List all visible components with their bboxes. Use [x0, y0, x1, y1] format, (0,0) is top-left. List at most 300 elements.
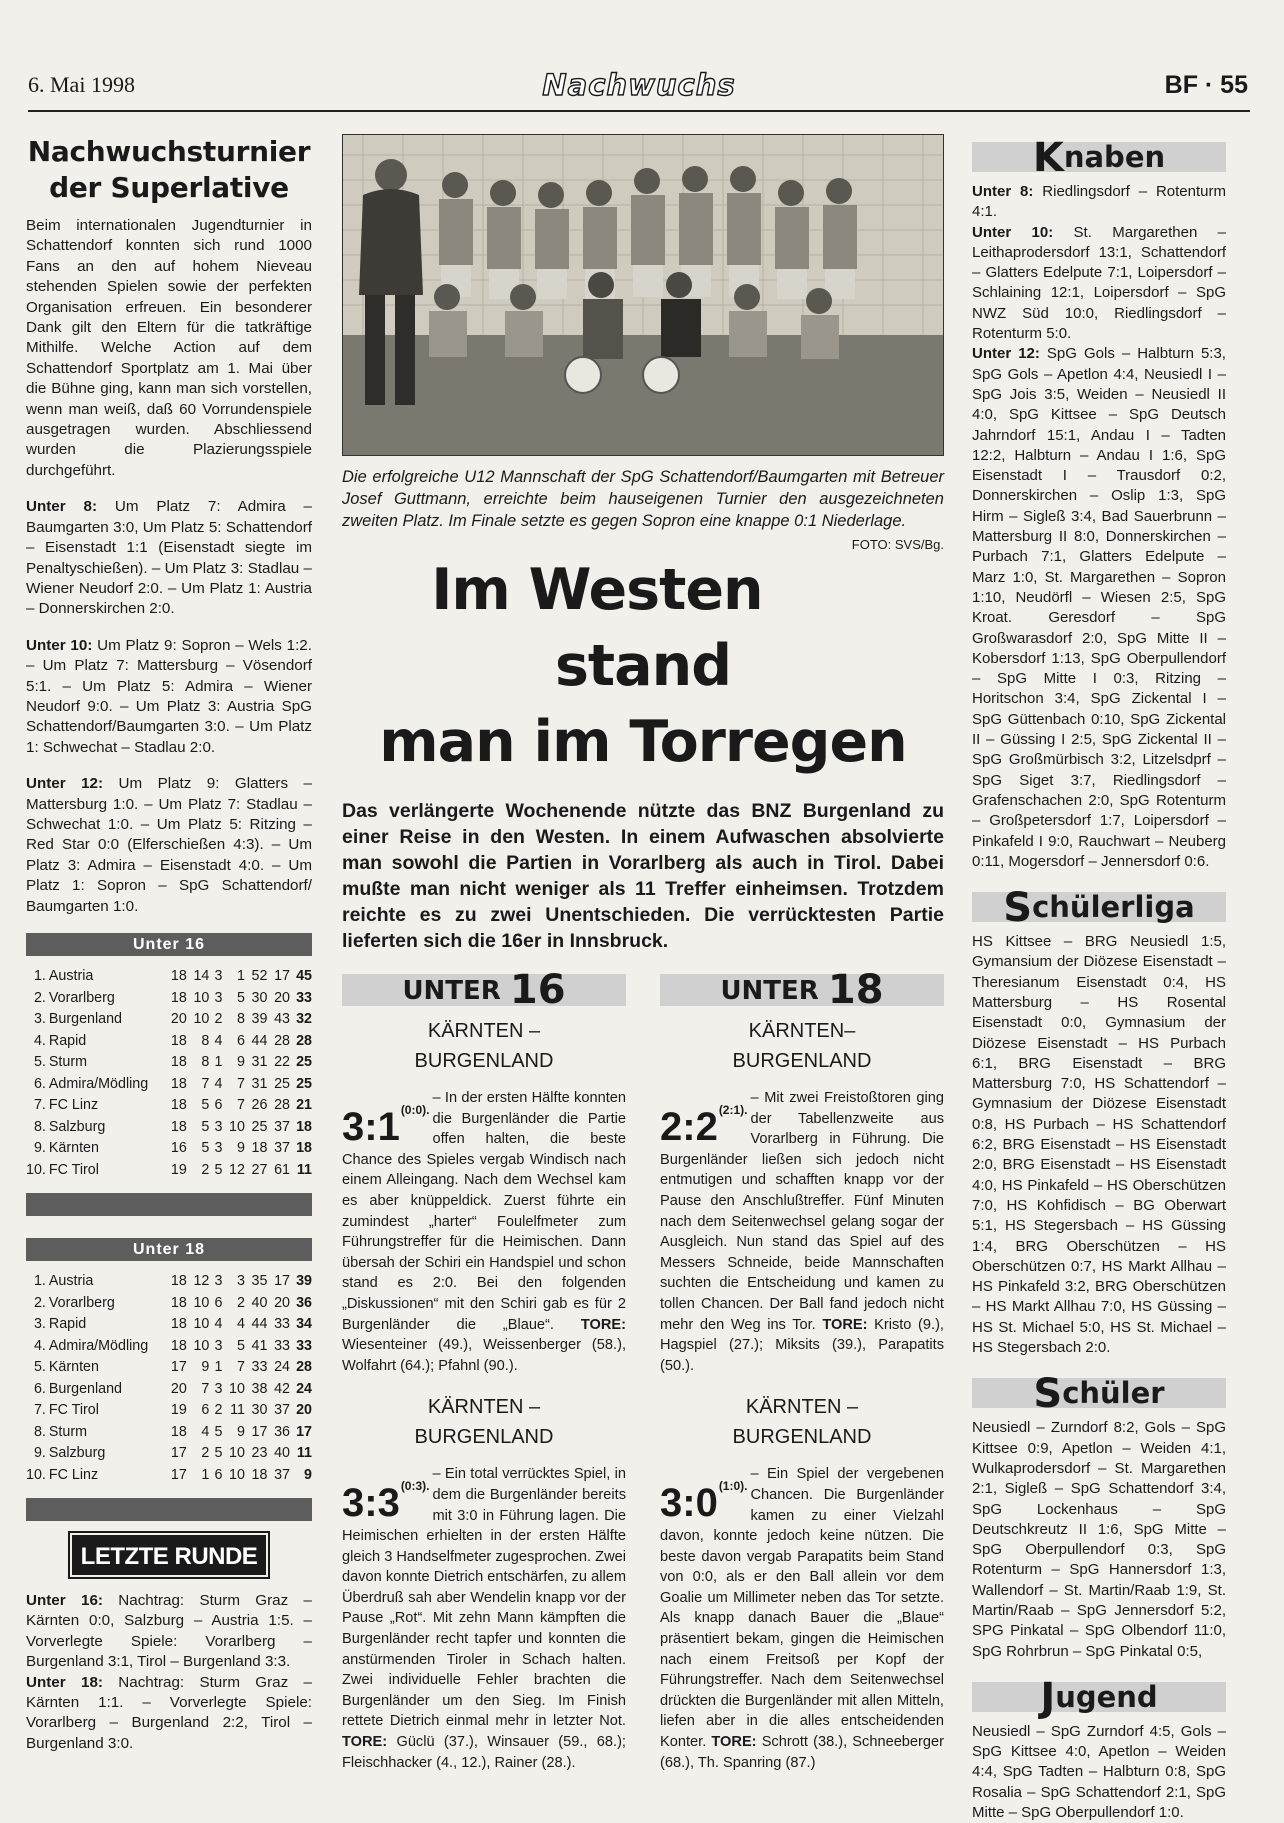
cell-goals-for: 44 — [251, 1316, 268, 1332]
cell-team: Kärnten — [48, 1140, 99, 1156]
standings-u16-table — [26, 966, 312, 1181]
schueler-rest: chüler — [1062, 1376, 1165, 1411]
issue-date: 6. Mai 1998 — [28, 72, 135, 97]
cell-points: 18 — [296, 1140, 312, 1156]
cell-rank: 4. — [33, 1337, 46, 1354]
cell-drawn: 2 — [214, 1011, 223, 1027]
table-row — [26, 1465, 312, 1487]
football-right — [643, 357, 679, 393]
table-row — [26, 1422, 312, 1444]
cell-goals-against: 17 — [274, 1273, 290, 1289]
knaben-u10 — [972, 223, 1226, 345]
u18-match2-heading — [660, 1392, 944, 1452]
cell-points: 21 — [296, 1097, 312, 1113]
u18-m2-tore: Schrott (38.), Schneeberger (68.), Th. Spanring (87.) — [660, 1734, 944, 1771]
text-u8: Um Platz 7: Admira – Baumgarten 3:0, Um Platz 5: Schattendorf – Eisenstadt 1:1 (Eisenstadt siegte im Penaltyschießen). – Um Platz 3: Stadlau – Wiener Neudorf 2:0. – Um Platz 1: Austria – Donnerskirchen 2:0. — [26, 498, 312, 618]
cell-drawn: 4 — [214, 1316, 223, 1332]
cell-goals-against: 24 — [274, 1359, 290, 1375]
section-heading-knaben — [972, 135, 1226, 181]
cell-won: 12 — [193, 1273, 210, 1289]
cell-won: 8 — [201, 1054, 210, 1070]
u16-m2-score-value: 3:3 — [342, 1481, 400, 1526]
cell-goals-for: 30 — [251, 1402, 268, 1418]
standings-u18-title: Unter 18 — [26, 1238, 312, 1261]
cell-won: 2 — [201, 1161, 210, 1178]
cell-goals-for: 52 — [251, 968, 268, 984]
cell-played: 18 — [170, 1097, 187, 1113]
cell-played: 18 — [170, 1032, 187, 1049]
table-row — [26, 1074, 312, 1096]
cell-points: 33 — [296, 1337, 312, 1354]
cell-lost: 5 — [236, 1337, 245, 1354]
section-heading-schuelerliga — [972, 885, 1226, 932]
cell-drawn: 4 — [214, 1032, 223, 1049]
cell-team: Rapid — [48, 1316, 87, 1332]
cell-played: 18 — [170, 989, 187, 1006]
cell-lost: 1 — [236, 968, 245, 984]
u18-m2-tore-label: TORE: — [711, 1734, 757, 1751]
u16-m1-text: – In der ersten Hälfte konnten die Burgenländer die Partie offen halten, die beste Chance des Spieles vergab Windisch nach einem Alleingang. Nach dem Wechsel kam es aber knüppeldick. Zuerst führte ein zumindest „harter“ Foulelfmeter zum Führungstreffer für die Heimischen. Dann übersah der Schiri ein Handspiel und schon stand es 2:0. Bei den folgenden „Diskussionen“ mit den Schiri gab es für 2 Burgenländer die „Blaue“. — [342, 1090, 626, 1333]
cell-team: Burgenland — [48, 1011, 123, 1027]
label-u8: Unter 8: — [26, 498, 98, 516]
cell-played: 18 — [170, 1118, 187, 1135]
u16-m2-line1: KÄRNTEN – — [427, 1396, 541, 1419]
cell-lost: 10 — [229, 1466, 245, 1483]
table-row — [26, 1052, 312, 1074]
u18-m2-text: – Ein Spiel der vergebenen Chancen. Die Burgenländer kamen zu einer Vielzahl davon, konnte jedoch keine nützen. Die beste davon vergab Parapatits beim Stand von 0:0, als er den Ball allein vor dem Goalie um Millimeter neben das Tor setzte. Als knapp danach Bauer die „Blaue“ präsentiert bekam, gingen die Heimischen nach einem Freitsoß per Kopf der Führungstreffer. Nach dem Seitenwechsel drückten die Burgenländer mit allen Mitteln, liefen aber in die alles entscheidenden Konter. — [660, 1466, 944, 1751]
u16-m2-score — [342, 1466, 430, 1526]
u18-m1-score — [660, 1090, 747, 1147]
cell-team: Salzburg — [48, 1118, 106, 1135]
table-row — [26, 1271, 312, 1293]
cell-team: Austria — [48, 968, 94, 984]
cell-team: Sturm — [48, 1423, 88, 1440]
knaben-u10-label: Unter 10: — [972, 223, 1054, 241]
cell-played: 18 — [170, 1423, 187, 1440]
u16-m2-tore-label: TORE: — [342, 1734, 388, 1751]
cell-goals-for: 31 — [251, 1075, 268, 1092]
cell-points: 28 — [296, 1032, 312, 1049]
knaben-rest: naben — [1063, 140, 1166, 174]
cell-goals-for: 35 — [251, 1273, 268, 1289]
cell-played: 17 — [170, 1445, 187, 1461]
cell-rank: 6. — [33, 1380, 46, 1397]
cell-team: Vorarlberg — [48, 1294, 115, 1311]
u16-match2-heading — [342, 1392, 626, 1452]
cell-rank: 4. — [33, 1032, 46, 1049]
table-row — [26, 1031, 312, 1053]
cell-lost: 9 — [236, 1423, 245, 1440]
u16-m1-tore-label: TORE: — [580, 1316, 626, 1333]
cell-won: 6 — [201, 1402, 210, 1418]
cell-rank: 10. — [26, 1161, 46, 1178]
cell-goals-against: 37 — [274, 1140, 290, 1156]
cell-won: 10 — [193, 989, 210, 1006]
cell-won: 5 — [201, 1118, 210, 1135]
u16-column — [342, 967, 626, 1773]
cell-goals-against: 28 — [274, 1032, 290, 1049]
headline-line-1: Im Westen stand — [431, 557, 763, 699]
cell-won: 14 — [193, 968, 210, 984]
u18-m2-halftime: (1:0). — [718, 1479, 748, 1494]
letzte-runde-badge: LETZTE RUNDE — [72, 1535, 266, 1575]
u16-m1-score — [342, 1090, 429, 1147]
schuelerliga-results: HS Kittsee – BRG Neusiedl 1:5, Gymansium der Diözese Eisenstadt – Theresianum Eisenstadt 0:4, HS Mattersburg – HS Rosental Eisenstadt 0:0, Gymnasium der Diözese Eisenstadt – HS Purbach 6:1, BRG Eisenstadt – BRG Mattersburg 7:0, HS Schattendorf – Gymnasium der Diözese Eisenstadt 0:8, HS Purbach – HS Schattendorf 6:2, BRG Eisenstadt – HS Eisenstadt 2:0, BRG Eisenstadt – HS Eisenstadt 4:0, HS Pinkafeld – HS Oberschützen 7:0, HS Kohfidisch – BG Oberwart 5:1, HS Stegersbach – HS Güssing 1:4, BRG Oberschützen – HS Oberschützen 0:7, HS Markt Allhau – HS Pinkafeld 3:2, BRG Oberschützen – HS Markt Allhau 7:0, HS Güssing – HS St. Michael 5:0, HS St. Michael – HS Stegersbach 2:0. — [972, 933, 1226, 1357]
caption-text: Die erfolgreiche U12 Mannschaft der SpG Schattendorf/Baumgarten mit Betreuer Josef Guttmann, erreichte beim hauseigenen Turnier den ausgezeichneten zweiten Platz. Im Finale setzte es gegen Sopron eine knappe 0:1 Niederlage. — [342, 468, 944, 530]
cell-won: 9 — [201, 1359, 210, 1375]
cell-won: 10 — [193, 1316, 210, 1332]
u16-m2-tore: Güclü (37.), Winsauer (59., 68.); Fleischhacker (4., 12.), Rainer (28.). — [342, 1734, 626, 1771]
cell-team: FC Linz — [48, 1466, 99, 1483]
cell-goals-against: 36 — [274, 1423, 290, 1440]
cell-rank: 8. — [33, 1423, 46, 1440]
cell-won: 2 — [201, 1445, 210, 1461]
u18-m2-line2: BURGENLAND — [732, 1426, 872, 1449]
last-round-u16 — [26, 1591, 312, 1673]
cell-won: 8 — [201, 1032, 210, 1049]
cell-points: 20 — [296, 1402, 312, 1418]
cell-points: 36 — [296, 1294, 312, 1311]
table-row — [26, 1357, 312, 1379]
cell-lost: 10 — [229, 1380, 245, 1397]
cell-points: 11 — [296, 1445, 312, 1461]
cell-won: 5 — [201, 1140, 210, 1156]
cell-rank: 2. — [33, 1294, 46, 1311]
text-lr-u18: Nachtrag: Sturm Graz – Kärnten 1:1. – Vorverlegte Spiele: Vorarlberg – Burgenland 2:2, Tirol – Burgenland 3:0. — [26, 1673, 312, 1752]
cell-goals-for: 40 — [251, 1294, 268, 1311]
cell-points: 34 — [296, 1316, 312, 1332]
cell-team: Austria — [48, 1273, 94, 1289]
label-u10: Unter 10: — [26, 636, 93, 654]
cell-goals-against: 37 — [274, 1466, 290, 1483]
cell-points: 33 — [296, 989, 312, 1006]
cell-team: FC Tirol — [48, 1402, 99, 1418]
u16-match2-report — [342, 1464, 626, 1773]
cell-goals-against: 20 — [274, 989, 290, 1006]
cell-lost: 5 — [236, 989, 245, 1006]
u18-column — [660, 967, 944, 1773]
table-row — [26, 1443, 312, 1465]
cell-lost: 3 — [236, 1273, 245, 1289]
standings-u18 — [26, 1238, 312, 1521]
u16-m2-halftime: (0:3). — [400, 1479, 430, 1494]
cell-team: Salzburg — [48, 1445, 106, 1461]
cell-rank: 2. — [33, 989, 46, 1006]
cell-drawn: 3 — [214, 989, 223, 1006]
knaben-u8-label: Unter 8: — [972, 183, 1034, 200]
cell-goals-for: 18 — [251, 1140, 268, 1156]
cell-lost: 4 — [236, 1316, 245, 1332]
table-row — [26, 1314, 312, 1336]
cell-drawn: 2 — [214, 1402, 223, 1418]
headline-line-2: man im Torregen — [379, 709, 907, 775]
u18-m1-tore-label: TORE: — [822, 1316, 868, 1333]
right-column — [972, 135, 1226, 1823]
u16-m1-score-value: 3:1 — [342, 1105, 400, 1149]
table-row — [26, 1117, 312, 1139]
cell-goals-for: 30 — [251, 989, 268, 1006]
section-title: Nachwuchs — [542, 68, 736, 102]
knaben-u10-text: St. Margarethen – Leithaprodersdorf 13:1, Schattendorf – Glatters Edelpute 7:1, Loipersdorf – Schlaining 12:1, Loipersdorf – SpG NWZ Süd 10:0, Riedlingsdorf – Rotenturm 5:0. — [972, 223, 1226, 343]
cell-played: 17 — [170, 1466, 187, 1483]
standings-u16-title: Unter 16 — [26, 933, 312, 956]
cell-team: Sturm — [48, 1054, 88, 1070]
left-column — [26, 134, 312, 1754]
cell-won: 10 — [193, 1011, 210, 1027]
cell-rank: 5. — [33, 1359, 46, 1375]
u18-bar-number: 18 — [827, 967, 884, 1013]
standings-u18-footer-bar — [26, 1498, 312, 1521]
cell-played: 20 — [170, 1011, 187, 1027]
u18-m1-line1: KÄRNTEN– — [748, 1020, 856, 1042]
cell-drawn: 3 — [214, 1118, 223, 1135]
u16-match1-report — [342, 1088, 626, 1376]
cell-goals-against: 61 — [274, 1161, 290, 1178]
team-photo-illustration — [343, 135, 943, 455]
cell-drawn: 6 — [214, 1097, 223, 1113]
cell-points: 24 — [296, 1380, 312, 1397]
cell-drawn: 5 — [214, 1423, 223, 1440]
table-row — [26, 1138, 312, 1160]
article-title-tournament: Nachwuchsturnier der Superlative — [27, 135, 311, 204]
cell-drawn: 3 — [214, 1380, 223, 1397]
cell-lost: 10 — [229, 1445, 245, 1461]
cell-won: 10 — [193, 1294, 210, 1311]
cell-rank: 5. — [33, 1054, 46, 1070]
photo-credit: FOTO: SVS/Bg. — [851, 537, 944, 552]
knaben-u8 — [972, 182, 1226, 223]
results-u12 — [26, 774, 312, 917]
cell-lost: 7 — [236, 1097, 245, 1113]
u16-m1-line2: BURGENLAND — [414, 1050, 554, 1072]
cell-drawn: 3 — [214, 968, 223, 984]
cell-rank: 1. — [33, 968, 46, 984]
cell-goals-for: 39 — [251, 1011, 268, 1027]
label-lr-u18: Unter 18: — [26, 1673, 103, 1691]
cell-points: 45 — [296, 968, 312, 984]
cell-goals-against: 37 — [274, 1402, 290, 1418]
cell-goals-for: 17 — [251, 1423, 268, 1440]
cell-played: 18 — [170, 1273, 187, 1289]
cell-lost: 9 — [236, 1054, 245, 1070]
cell-team: Rapid — [48, 1032, 87, 1049]
table-row — [26, 988, 312, 1010]
u18-m1-halftime: (2:1). — [718, 1103, 748, 1117]
cell-goals-against: 33 — [274, 1337, 290, 1354]
cell-drawn: 1 — [214, 1359, 223, 1375]
results-u10 — [26, 636, 312, 758]
cell-played: 18 — [170, 1337, 187, 1354]
schueler-cap: S — [1033, 1371, 1063, 1418]
cell-goals-for: 38 — [251, 1380, 268, 1397]
cell-rank: 7. — [33, 1097, 46, 1113]
cell-goals-for: 33 — [251, 1359, 268, 1375]
knaben-u12 — [972, 344, 1226, 872]
u16-bar — [342, 967, 626, 1013]
cell-rank: 8. — [33, 1118, 46, 1135]
u18-m1-tore: Kristo (9.), Hagspiel (27.); Miksits (39.), Parapatits (50.). — [660, 1316, 944, 1374]
section-heading-schueler — [972, 1371, 1226, 1418]
knaben-u8-text: Riedlingsdorf – Rotenturm 4:1. — [972, 183, 1226, 221]
cell-team: FC Tirol — [48, 1161, 99, 1178]
standings-u18-table — [26, 1271, 312, 1486]
cell-goals-against: 22 — [274, 1054, 290, 1070]
u18-match1-heading — [660, 1016, 944, 1076]
cell-goals-against: 43 — [274, 1011, 290, 1027]
cell-goals-for: 31 — [251, 1054, 268, 1070]
cell-team: Burgenland — [48, 1380, 123, 1397]
u18-m1-score-value: 2:2 — [660, 1105, 718, 1149]
cell-goals-for: 41 — [251, 1337, 268, 1354]
cell-rank: 10. — [26, 1466, 46, 1483]
text-u12: Um Platz 9: Glatters – Mattersburg 1:0. – Um Platz 7: Stadlau – Schwechat 1:0. – Um Platz 5: Ritzing – Red Star 0:0 (Elferschießen 4:3). – Um Platz 3: Admira – Eisenstadt 4:0. – Um Platz 1: Sopron – SpG Schattendorf/ Baumgarten 1:0. — [26, 775, 312, 915]
cell-lost: 12 — [229, 1161, 245, 1178]
back-row-players — [439, 166, 857, 299]
u18-match1-report — [660, 1088, 944, 1376]
u16-m1-halftime: (0:0). — [400, 1103, 430, 1117]
cell-rank: 9. — [33, 1140, 46, 1156]
cell-goals-against: 42 — [274, 1380, 290, 1397]
cell-goals-against: 17 — [274, 968, 290, 984]
cell-drawn: 3 — [214, 1337, 223, 1354]
cell-drawn: 6 — [214, 1466, 223, 1483]
cell-drawn: 1 — [214, 1054, 223, 1070]
cell-played: 20 — [170, 1380, 187, 1397]
cell-goals-against: 37 — [274, 1118, 290, 1135]
knaben-cap: K — [1032, 135, 1064, 181]
table-row — [26, 1379, 312, 1401]
cell-drawn: 5 — [214, 1445, 223, 1461]
jugend-rest: ugend — [1055, 1679, 1158, 1714]
page-number: BF · 55 — [1164, 71, 1248, 99]
cell-won: 1 — [201, 1466, 210, 1483]
cell-played: 18 — [170, 1294, 187, 1311]
cell-goals-against: 40 — [274, 1445, 290, 1461]
tournament-intro: Beim internationalen Jugendturnier in Schattendorf konnten sich rund 1000 Fans an den auf hohem Nieveau stehenden Spielen sowie der perfekten Organisation erfreuen. Ein besonderer Dank gilt den Eltern für die tatkräftige Mithilfe. Welche Action auf dem Schattendorf Sportplatz am 1. Mai über die Bühne ging, kann man sich vorstellen, wenn man weiß, daß 60 Vorrundenspiele ausgetragen wurden. Abschliessend wurden die Plazierungsspiele durchgeführt. — [26, 217, 312, 479]
schuelerliga-rest: chülerliga — [1032, 890, 1195, 925]
cell-rank: 7. — [33, 1402, 46, 1418]
cell-points: 17 — [296, 1423, 312, 1440]
cell-goals-for: 18 — [251, 1466, 268, 1483]
u16-m2-text: – Ein total verrücktes Spiel, in dem die Burgenländer bereits mit 3:0 in Führung lagen. Die Heimischen erhielten in der ersten Hälfte gleich 3 Handselfmeter zugesprochen. Zwei davon konnte Dietrich entschärfen, zu allem Überdruß sah aber Wendelin knapp vor der Pause „Rot“. Mit zehn Mann kämpften die Burgenländer recht tapfer und konnten die anstürmenden Tiroler in Schach halten. Zwei individuelle Fehler brachten die Burgenländer um den Sieg. Im Finish rettete Dietrich einmal mehr in letzter Not. — [342, 1466, 626, 1730]
page-header — [28, 62, 1250, 112]
cell-points: 18 — [296, 1118, 312, 1135]
cell-lost: 8 — [236, 1011, 245, 1027]
cell-goals-for: 44 — [251, 1032, 268, 1049]
cell-rank: 9. — [33, 1445, 46, 1461]
team-photo — [342, 134, 944, 456]
u18-m1-text: – Mit zwei Freistoßtoren ging der Tabellenzweite aus Vorarlberg in Führung. Die Burgenländer ließen sich jedoch nicht entmutigen und schafften knapp vor der Pause den Anschlußtreffer. Fünf Minuten nach dem Seitenwechsel gelang sogar der Ausgleich. Nun stand das Spiel auf des Messers Schneide, beide Mannschaften suchten die Entscheidung und kamen zu tollen Chancen. Der Ball fand jedoch nicht mehr den Weg ins Tor. — [660, 1090, 944, 1333]
knaben-u12-label: Unter 12: — [972, 345, 1040, 363]
cell-drawn: 3 — [214, 1140, 223, 1156]
u18-bar — [660, 967, 944, 1013]
standings-u16-footer-bar — [26, 1193, 312, 1216]
table-row — [26, 1400, 312, 1422]
u18-m2-score — [660, 1466, 748, 1526]
knaben-u12-text: SpG Gols – Halbturn 5:3, SpG Gols – Apetlon 4:4, Neusiedl I – SpG Jois 3:5, Weiden – Neusiedl II 4:0, SpG Kittsee – SpG Deutsch Jahrndorf 15:1, Andau I – Tadten 12:2, Halbturn – Andau I 1:6, SpG Eisenstadt I – Trausdorf 0:2, Donnerskirchen – Oslip 1:3, SpG Hirm – Sigleß 3:4, Bad Sauerbrunn – Mattersburg II 8:0, Donnerskirchen – Purbach 7:1, Glatters Edelpute – Marz 1:0, St. Margarethen – Sopron 1:10, Neudörfl – Wiesen 2:5, SpG Kroat. Geresdorf – SpG Großwarasdorf 2:0, SpG Mitte II – Kobersdorf 1:13, SpG Oberpullendorf – SpG Mitte I 0:3, Ritzing – Horitschon 3:4, SpG Zickental I – SpG Güttenbach 0:10, SpG Zickental II – Güssing I 2:5, SpG Zickental II – SpG Großmürbisch 3:2, Litzelsdprf – SpG Siget 3:7, Riedlingsdorf – Grafenschachen 2:0, SpG Rotenturm – Großpetersdorf 1:7, Loipersdorf – Pinkafeld I 9:0, Rauchwart – Neuberg 0:11, Mogersdorf – Jennersdorf 0:6. — [972, 345, 1226, 870]
cell-points: 25 — [296, 1075, 312, 1092]
label-u12: Unter 12: — [26, 775, 104, 793]
cell-won: 7 — [201, 1075, 210, 1092]
cell-points: 39 — [296, 1273, 312, 1289]
cell-won: 7 — [201, 1380, 210, 1397]
u18-match2-report — [660, 1464, 944, 1773]
cell-played: 19 — [170, 1402, 187, 1418]
cell-lost: 6 — [236, 1032, 245, 1049]
cell-drawn: 3 — [214, 1273, 223, 1289]
table-row — [26, 1160, 312, 1182]
cell-team: Admira/Mödling — [48, 1075, 149, 1092]
cell-played: 18 — [170, 1075, 187, 1092]
table-row — [26, 1009, 312, 1031]
text-lr-u16: Nachtrag: Sturm Graz – Kärnten 0:0, Salzburg – Austria 1:5. – Vorverlegte Spiele: Vorarlberg – Burgenland 3:1, Tirol – Burgenland 3:3. — [26, 1592, 312, 1671]
cell-lost: 9 — [236, 1140, 245, 1156]
cell-team: Kärnten — [48, 1359, 99, 1375]
u18-bar-word: UNTER — [720, 976, 819, 1006]
cell-played: 18 — [170, 968, 187, 984]
cell-team: Vorarlberg — [48, 989, 115, 1006]
cell-team: FC Linz — [48, 1097, 99, 1113]
photo-caption — [342, 466, 944, 552]
table-row — [26, 966, 312, 988]
standings-u16 — [26, 933, 312, 1216]
u18-m2-score-value: 3:0 — [660, 1481, 718, 1526]
cell-rank: 1. — [33, 1273, 46, 1289]
cell-goals-for: 25 — [251, 1118, 268, 1135]
cell-points: 11 — [296, 1161, 312, 1178]
cell-goals-against: 20 — [274, 1294, 290, 1311]
u16-m1-line1: KÄRNTEN – — [427, 1020, 541, 1042]
cell-lost: 10 — [229, 1118, 245, 1135]
cell-points: 32 — [296, 1011, 312, 1027]
cell-lost: 7 — [236, 1075, 245, 1092]
u16-bar-number: 16 — [509, 967, 566, 1013]
text-u10: Um Platz 9: Sopron – Wels 1:2. – Um Platz 7: Mattersburg – Vösendorf 5:1. – Um Platz 5: Admira – Wiener Neudorf 9:0. – Um Platz 3: Austria SpG Schattendorf/Baumgarten 3:0. – Um Platz 1: Schwechat – Stadlau 2:0. — [26, 636, 312, 756]
schuelerliga-cap: S — [1003, 885, 1033, 932]
cell-rank: 3. — [33, 1316, 46, 1332]
match-reports — [342, 967, 944, 1773]
cell-lost: 11 — [230, 1402, 245, 1418]
u18-m2-line1: KÄRNTEN – — [745, 1396, 859, 1419]
cell-lost: 2 — [236, 1294, 245, 1311]
cell-won: 10 — [193, 1337, 210, 1354]
main-headline — [342, 552, 944, 780]
u16-bar-word: UNTER — [402, 976, 501, 1006]
u16-match1-heading — [342, 1016, 626, 1076]
cell-goals-against: 25 — [274, 1075, 290, 1092]
schueler-results: Neusiedl – Zurndorf 8:2, Gols – SpG Kittsee 0:9, Apetlon – Weiden 4:1, Wulkaprodersdorf – St. Margarethen 2:1, Sigleß – SpG Schattendorf 3:4, SpG Lockenhaus – SpG Deutschkreutz II 1:6, SpG Mitte – SpG Oberpullendorf 0:3, SpG Rotenturm – SpG Hannersdorf 1:3, Wallendorf – St. Martin/Raab 1:9, St. Martin/Raab – SpG Jennersdorf 5:2, SPG Pinkatal – SpG Olbendorf 11:0, SpG Rohrbrun – SpG Pinkatal 0:5, — [972, 1419, 1226, 1660]
results-u8 — [26, 497, 312, 619]
cell-drawn: 4 — [214, 1075, 223, 1092]
football-left — [565, 357, 601, 393]
cell-played: 18 — [170, 1316, 187, 1332]
cell-goals-for: 27 — [251, 1161, 268, 1178]
cell-rank: 3. — [33, 1011, 46, 1027]
jugend-cap: J — [1040, 1674, 1056, 1721]
cell-lost: 7 — [236, 1359, 245, 1375]
u16-m2-line2: BURGENLAND — [414, 1426, 554, 1449]
last-round-u18 — [26, 1673, 312, 1755]
cell-won: 5 — [201, 1097, 210, 1113]
u16-m1-tore: Wiesenteiner (49.), Weissenberger (58.), Wolfahrt (64.); Pfahnl (90.). — [342, 1337, 626, 1374]
article-lead: Das verlängerte Wochenende nützte das BNZ Burgenland zu einer Reise in den Westen. In einem Aufwaschen absolvierte man sowohl die Partien in Vorarlberg als auch in Tirol. Dabei mußte man nicht weniger als 11 Treffer einheimsen. Trotzdem reichte es zu zwei Unentschieden. Die verrücktesten Partie lieferten sich die 16er in Innsbruck. — [342, 800, 944, 952]
cell-goals-for: 23 — [251, 1445, 268, 1461]
label-lr-u16: Unter 16: — [26, 1592, 103, 1609]
cell-team: Admira/Mödling — [48, 1337, 149, 1354]
cell-drawn: 6 — [214, 1294, 223, 1311]
cell-goals-for: 26 — [251, 1097, 268, 1113]
table-row — [26, 1336, 312, 1358]
